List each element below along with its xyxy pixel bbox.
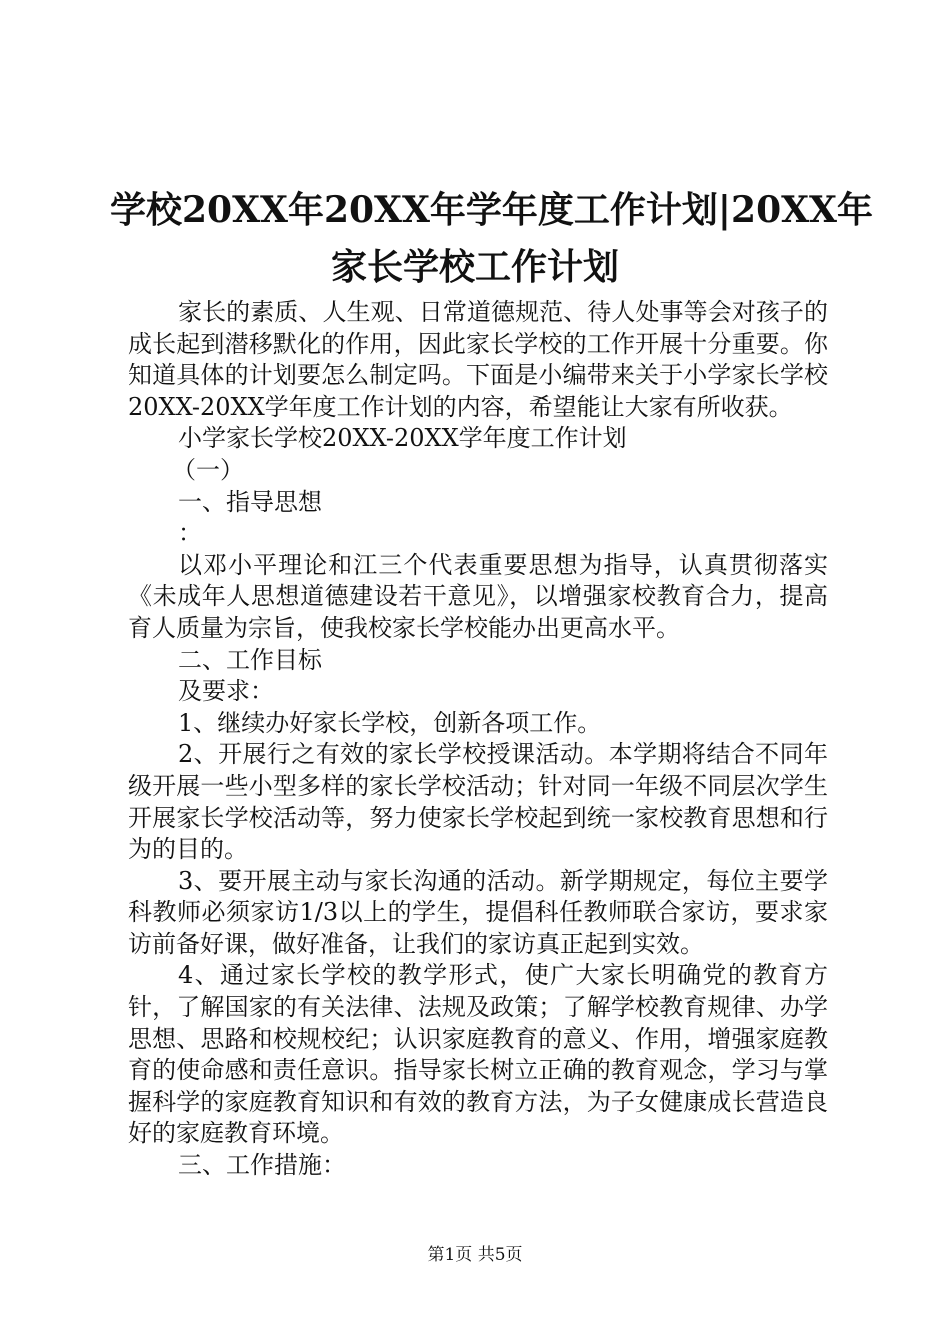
section-heading-guiding-thought: 一、指导思想 — [178, 487, 322, 516]
goal-item-3: 3、要开展主动与家长沟通的活动。新学期规定，每位主要学科教师必须家访1/3以上的学生，提倡科任教师联合家访，要求家访前备好课，做好准备，让我们的家访真正起到实效。 — [128, 866, 828, 958]
goal-item-2: 2、开展行之有效的家长学校授课活动。本学期将结合不同年级开展一些小型多样的家长学校活动；针对同一年级不同层次学生开展家长学校活动等，努力使家长学校起到统一家校教育思想和行为的目的。 — [128, 740, 828, 864]
section-heading-goals: 二、工作目标 — [178, 645, 322, 674]
section-heading-measures: 三、工作措施： — [178, 1151, 346, 1180]
goals-requirements-line: 及要求： — [178, 677, 274, 706]
document-body — [128, 297, 828, 1182]
goal-item-1: 1、继续办好家长学校，创新各项工作。 — [178, 708, 602, 737]
colon-line: ： — [178, 519, 202, 548]
document-title-line-2: 家长学校工作计划 — [330, 246, 619, 288]
guiding-thought-paragraph: 以邓小平理论和江三个代表重要思想为指导，认真贯彻落实《未成年人思想道德建设若干意见》，以增强家校教育合力，提高育人质量为宗旨，使我校家长学校能办出更高水平。 — [128, 550, 828, 642]
section-number: （一） — [172, 455, 244, 484]
goal-item-4: 4、通过家长学校的教学形式，使广大家长明确党的教育方针，了解国家的有关法律、法规及政策；了解学校教育规律、办学思想、思路和校规校纪；认识家庭教育的意义、作用，增强家庭教育的使命感和责任意识。指导家长树立正确的教育观念，学习与掌握科学的家庭教育知识和有效的教育方法，为子女健康成长营造良好的家庭教育环境。 — [128, 961, 828, 1148]
plan-subtitle: 小学家长学校20XX-20XX学年度工作计划 — [178, 424, 627, 453]
document-title-line-1: 学校20XX年20XX年学年度工作计划|20XX年 — [110, 189, 873, 231]
page-footer: 第1页 共5页 — [427, 1245, 523, 1265]
intro-paragraph: 家长的素质、人生观、日常道德规范、待人处事等会对孩子的成长起到潜移默化的作用，因此家长学校的工作开展十分重要。你知道具体的计划要怎么制定吗。下面是小编带来关于小学家长学校20XX-20XX学年度工作计划的内容，希望能让大家有所收获。 — [128, 298, 828, 421]
